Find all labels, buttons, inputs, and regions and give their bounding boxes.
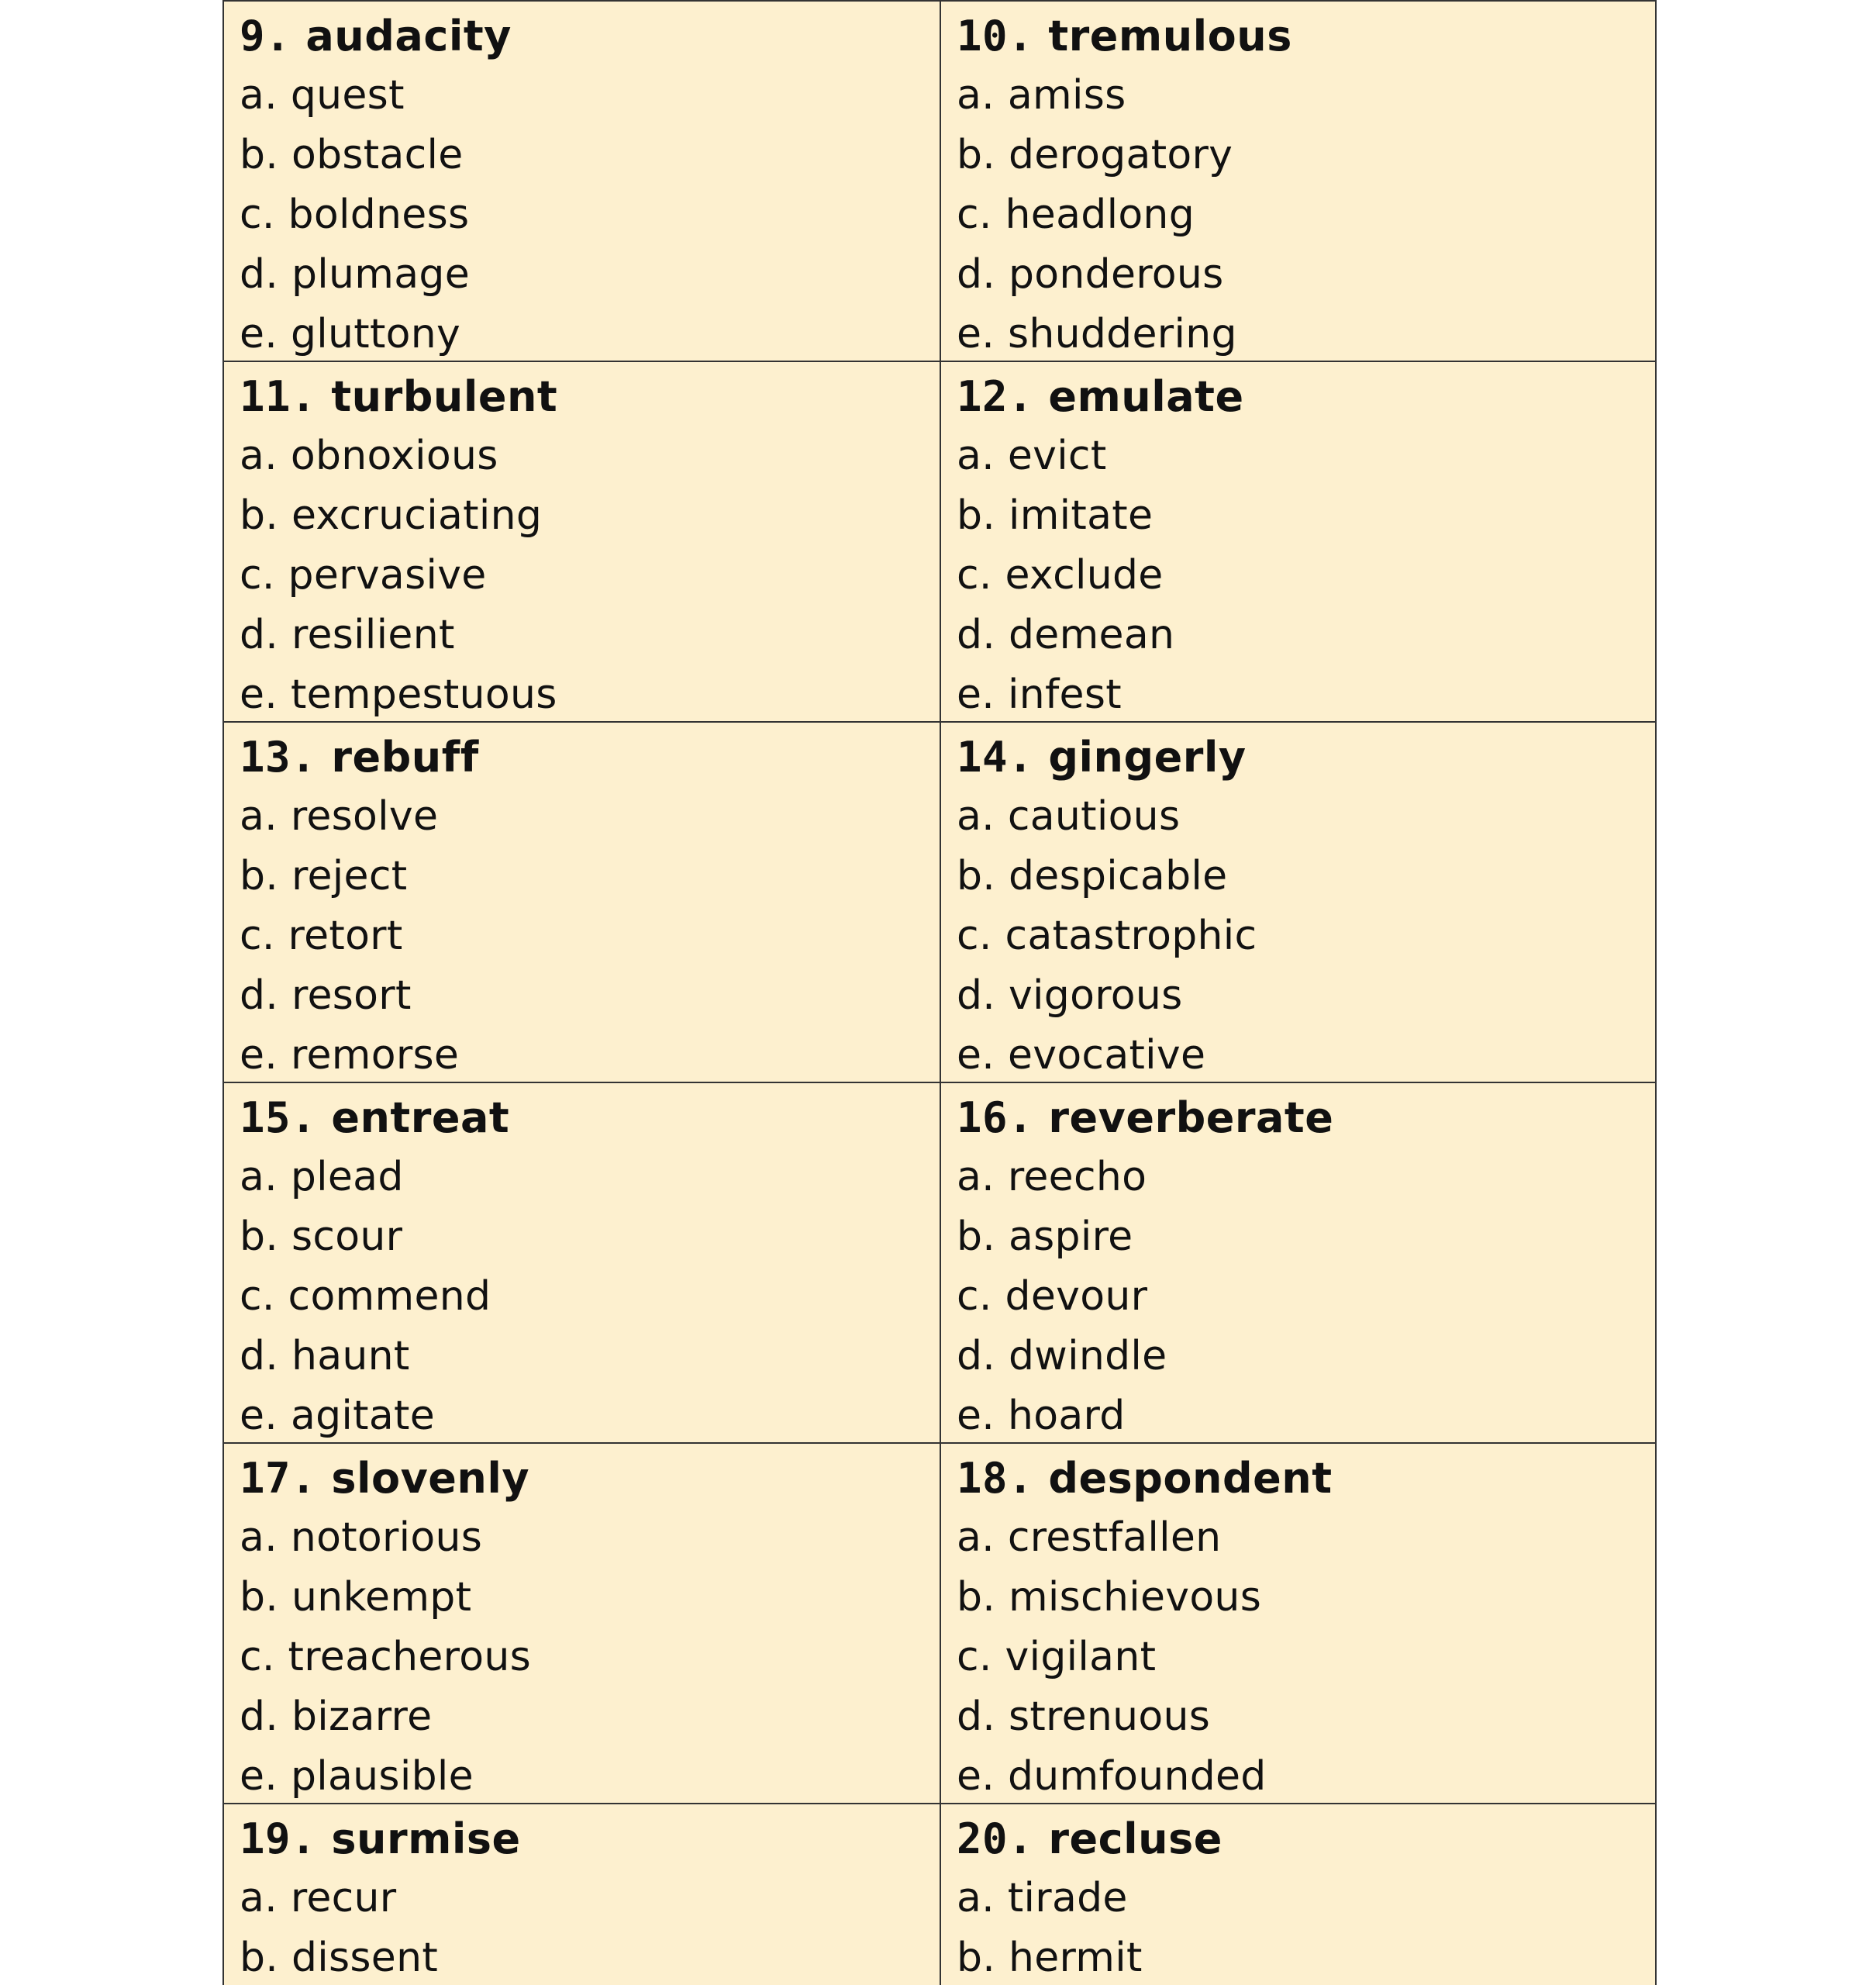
question-cell-16 <box>941 1083 1657 1444</box>
option-d: d. ponderous <box>957 251 1224 298</box>
question-cell-12 <box>941 362 1657 723</box>
question-word: entreat <box>331 1093 510 1142</box>
question-number: 12. <box>957 372 1034 421</box>
question-heading <box>240 727 940 787</box>
question-word: tremulous <box>1048 12 1292 60</box>
question-number: 15. <box>240 1093 317 1142</box>
option-c: c. pervasive <box>240 552 487 599</box>
question-cell-17 <box>224 1444 941 1804</box>
question-word: audacity <box>305 12 512 60</box>
question-word: turbulent <box>331 372 558 421</box>
question-number: 10. <box>957 12 1034 60</box>
option-c: c. catastrophic <box>957 913 1257 959</box>
option-d: d. strenuous <box>957 1693 1211 1740</box>
option-a: a. amiss <box>957 72 1126 119</box>
question-number: 17. <box>240 1454 317 1503</box>
option-e: e. plausible <box>240 1753 474 1800</box>
option-b: b. dissent <box>240 1935 439 1981</box>
question-heading <box>240 6 940 66</box>
option-a: a. reecho <box>957 1154 1147 1200</box>
option-d: d. demean <box>957 612 1175 658</box>
option-b: b. scour <box>240 1213 403 1260</box>
option-e: e. gluttony <box>240 311 461 357</box>
option-a: a. obnoxious <box>240 433 498 479</box>
option-c: c. vigilant <box>957 1634 1157 1680</box>
question-cell-11 <box>224 362 941 723</box>
vocabulary-quiz-grid <box>222 0 1657 1985</box>
option-c: c. commend <box>240 1273 491 1320</box>
option-d: d. dwindle <box>957 1333 1167 1379</box>
option-a: a. quest <box>240 72 405 119</box>
option-c: c. headlong <box>957 192 1195 238</box>
question-heading <box>957 727 1657 787</box>
question-heading <box>957 1088 1657 1148</box>
question-word: rebuff <box>331 733 479 782</box>
option-d: d. haunt <box>240 1333 410 1379</box>
option-a: a. crestfallen <box>957 1514 1222 1561</box>
option-b: b. derogatory <box>957 132 1233 178</box>
option-a: a. notorious <box>240 1514 483 1561</box>
option-d: d. bizarre <box>240 1693 433 1740</box>
question-word: emulate <box>1048 372 1244 421</box>
option-d: d. resort <box>240 972 412 1019</box>
question-number: 16. <box>957 1093 1034 1142</box>
option-d: d. plumage <box>240 251 470 298</box>
question-heading <box>240 1809 940 1869</box>
question-word: gingerly <box>1048 733 1247 782</box>
option-e: e. dumfounded <box>957 1753 1267 1800</box>
question-cell-9 <box>224 2 941 362</box>
option-e: e. shuddering <box>957 311 1237 357</box>
option-c: c. boldness <box>240 192 470 238</box>
option-a: a. recur <box>240 1875 397 1921</box>
option-a: a. cautious <box>957 793 1181 840</box>
option-c: c. exclude <box>957 552 1164 599</box>
question-heading <box>957 367 1657 426</box>
question-cell-20 <box>941 1804 1657 1985</box>
question-number: 19. <box>240 1814 317 1863</box>
question-cell-15 <box>224 1083 941 1444</box>
option-d: d. resilient <box>240 612 455 658</box>
option-e: e. infest <box>957 671 1122 718</box>
option-a: a. evict <box>957 433 1107 479</box>
question-word: slovenly <box>331 1454 530 1503</box>
question-heading <box>957 6 1657 66</box>
option-b: b. despicable <box>957 853 1228 899</box>
option-a: a. resolve <box>240 793 439 840</box>
option-b: b. excruciating <box>240 492 543 539</box>
question-cell-10 <box>941 2 1657 362</box>
question-number: 14. <box>957 733 1034 782</box>
option-e: e. remorse <box>240 1032 460 1079</box>
option-b: b. hermit <box>957 1935 1143 1981</box>
question-number: 11. <box>240 372 317 421</box>
option-c: c. devour <box>957 1273 1148 1320</box>
question-cell-18 <box>941 1444 1657 1804</box>
option-c: c. retort <box>240 913 403 959</box>
question-word: surmise <box>331 1814 521 1863</box>
option-a: a. tirade <box>957 1875 1128 1921</box>
option-b: b. unkempt <box>240 1574 472 1621</box>
option-b: b. imitate <box>957 492 1154 539</box>
option-b: b. reject <box>240 853 408 899</box>
option-b: b. mischievous <box>957 1574 1262 1621</box>
option-b: b. obstacle <box>240 132 464 178</box>
question-heading <box>957 1448 1657 1508</box>
option-e: e. hoard <box>957 1393 1126 1439</box>
question-word: reverberate <box>1048 1093 1334 1142</box>
option-e: e. tempestuous <box>240 671 557 718</box>
question-cell-19 <box>224 1804 941 1985</box>
question-cell-14 <box>941 723 1657 1083</box>
question-number: 20. <box>957 1814 1034 1863</box>
option-e: e. agitate <box>240 1393 436 1439</box>
question-word: recluse <box>1048 1814 1223 1863</box>
question-heading <box>957 1809 1657 1869</box>
question-heading <box>240 367 940 426</box>
option-e: e. evocative <box>957 1032 1206 1079</box>
option-c: c. treacherous <box>240 1634 531 1680</box>
option-b: b. aspire <box>957 1213 1133 1260</box>
question-heading <box>240 1448 940 1508</box>
question-heading <box>240 1088 940 1148</box>
option-d: d. vigorous <box>957 972 1183 1019</box>
question-number: 9. <box>240 12 291 60</box>
question-cell-13 <box>224 723 941 1083</box>
question-word: despondent <box>1048 1454 1333 1503</box>
option-a: a. plead <box>240 1154 404 1200</box>
question-number: 18. <box>957 1454 1034 1503</box>
question-number: 13. <box>240 733 317 782</box>
